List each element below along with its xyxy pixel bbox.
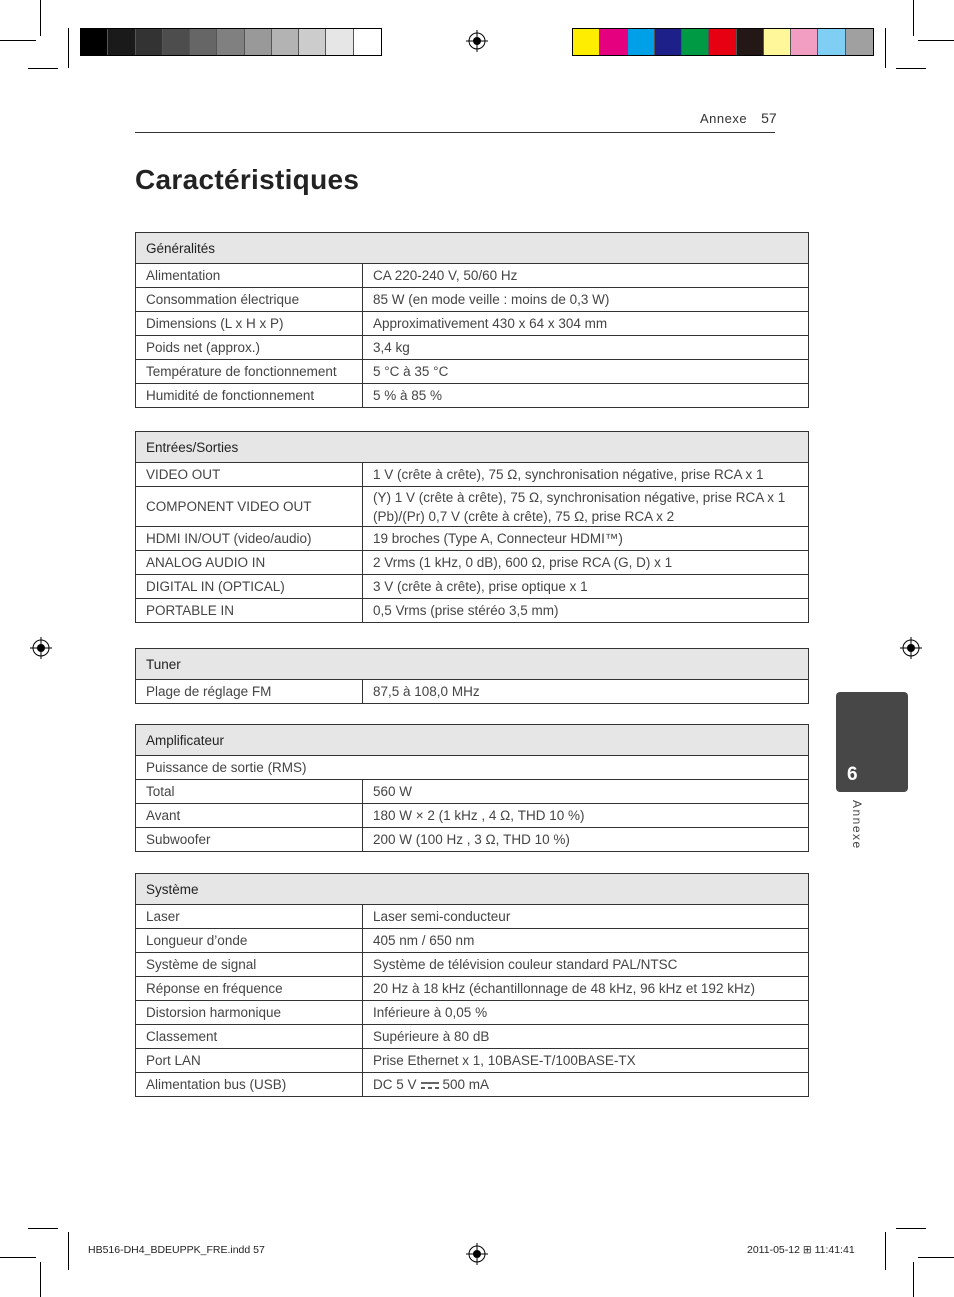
spec-value-voltage: DC 5 V (373, 1077, 417, 1092)
page-title: Caractéristiques (135, 164, 360, 195)
table-heading: Entrées/Sorties (136, 432, 809, 463)
crop-mark (913, 1262, 914, 1297)
header-rule (135, 132, 775, 133)
table-row (136, 1073, 809, 1097)
cmyk-color-bar (572, 28, 874, 56)
crop-mark (918, 1257, 954, 1258)
crop-mark (28, 1228, 58, 1229)
spec-value: 405 nm / 650 nm (363, 929, 809, 953)
table-row (136, 312, 809, 336)
spec-table-generalites (135, 232, 809, 408)
dc-current-icon (420, 1081, 440, 1090)
table-row (136, 288, 809, 312)
table-row (136, 1001, 809, 1025)
spec-value: 5 % à 85 % (363, 384, 809, 408)
spec-value: 0,5 Vrms (prise stéréo 3,5 mm) (363, 599, 809, 623)
spec-value: 560 W (363, 780, 809, 804)
table-row (136, 929, 809, 953)
spec-label: Classement (136, 1025, 363, 1049)
spec-value-line: (Pb)/(Pr) 0,7 V (crête à crête), 75 Ω, prise RCA x 2 (373, 508, 675, 524)
color-swatch (655, 29, 682, 55)
color-swatch (272, 29, 299, 55)
spec-label: PORTABLE IN (136, 599, 363, 623)
page-number: 57 (761, 110, 777, 126)
spec-label: Réponse en fréquence (136, 977, 363, 1001)
table-row (136, 384, 809, 408)
spec-value: Inférieure à 0,05 % (363, 1001, 809, 1025)
crop-mark (0, 40, 36, 41)
color-swatch (163, 29, 190, 55)
table-row (136, 575, 809, 599)
spec-value: CA 220-240 V, 50/60 Hz (363, 264, 809, 288)
running-head (700, 110, 777, 126)
spec-label: Température de fonctionnement (136, 360, 363, 384)
color-swatch (81, 29, 108, 55)
spec-label: DIGITAL IN (OPTICAL) (136, 575, 363, 599)
chapter-number: 6 (847, 764, 858, 785)
spec-value: Système de télévision couleur standard PAL/NTSC (363, 953, 809, 977)
color-swatch (846, 29, 873, 55)
spec-value: 5 °C à 35 °C (363, 360, 809, 384)
color-swatch (108, 29, 135, 55)
color-swatch (573, 29, 600, 55)
spec-value: 87,5 à 108,0 MHz (363, 680, 809, 704)
spec-label: Poids net (approx.) (136, 336, 363, 360)
table-row (136, 336, 809, 360)
table-row (136, 527, 809, 551)
registration-mark-icon (466, 1243, 488, 1265)
spec-label: ANALOG AUDIO IN (136, 551, 363, 575)
crop-mark (885, 1232, 886, 1270)
color-swatch (737, 29, 764, 55)
crop-mark (68, 28, 69, 68)
table-row (136, 599, 809, 623)
color-swatch (709, 29, 736, 55)
color-swatch (354, 29, 381, 55)
spec-table-systeme (135, 873, 809, 1097)
spec-value: 20 Hz à 18 kHz (échantillonnage de 48 kHz, 96 kHz et 192 kHz) (363, 977, 809, 1001)
color-swatch (245, 29, 272, 55)
table-row (136, 828, 809, 852)
spec-value: 180 W × 2 (1 kHz , 4 Ω, THD 10 %) (363, 804, 809, 828)
color-swatch (326, 29, 353, 55)
spec-value (363, 1073, 809, 1097)
table-row (136, 264, 809, 288)
spec-label: Alimentation bus (USB) (136, 1073, 363, 1097)
spec-label: COMPONENT VIDEO OUT (136, 487, 363, 527)
spec-label: Subwoofer (136, 828, 363, 852)
spec-value: Supérieure à 80 dB (363, 1025, 809, 1049)
crop-mark (885, 28, 886, 68)
crop-mark (913, 0, 914, 36)
spec-label: VIDEO OUT (136, 463, 363, 487)
spec-value-line: (Y) 1 V (crête à crête), 75 Ω, synchronisation négative, prise RCA x 1 (373, 489, 786, 505)
spec-value: 3 V (crête à crête), prise optique x 1 (363, 575, 809, 599)
color-swatch (600, 29, 627, 55)
spec-value: Laser semi-conducteur (363, 905, 809, 929)
spec-value-current: 500 mA (442, 1077, 490, 1092)
spec-value: 1 V (crête à crête), 75 Ω, synchronisation négative, prise RCA x 1 (363, 463, 809, 487)
spec-label: HDMI IN/OUT (video/audio) (136, 527, 363, 551)
footer-file-name: HB516-DH4_BDEUPPK_FRE.indd 57 (88, 1244, 265, 1256)
spec-label: Dimensions (L x H x P) (136, 312, 363, 336)
crop-mark (28, 68, 58, 69)
color-swatch (628, 29, 655, 55)
table-row (136, 680, 809, 704)
color-swatch (299, 29, 326, 55)
spec-value: 85 W (en mode veille : moins de 0,3 W) (363, 288, 809, 312)
table-row (136, 977, 809, 1001)
table-row (136, 756, 809, 780)
color-swatch (682, 29, 709, 55)
spec-label: Longueur d’onde (136, 929, 363, 953)
color-swatch (190, 29, 217, 55)
spec-label: Distorsion harmonique (136, 1001, 363, 1025)
table-heading: Amplificateur (136, 725, 809, 756)
spec-label: Plage de réglage FM (136, 680, 363, 704)
spec-value: 3,4 kg (363, 336, 809, 360)
crop-mark (918, 40, 954, 41)
spec-label: Humidité de fonctionnement (136, 384, 363, 408)
spec-label: Système de signal (136, 953, 363, 977)
chapter-label: Annexe (850, 800, 864, 850)
color-swatch (791, 29, 818, 55)
table-heading: Tuner (136, 649, 809, 680)
grayscale-color-bar (80, 28, 382, 56)
table-row (136, 1025, 809, 1049)
spec-label: Avant (136, 804, 363, 828)
crop-mark (896, 68, 926, 69)
color-swatch (217, 29, 244, 55)
registration-mark-icon (900, 637, 922, 659)
spec-label: Laser (136, 905, 363, 929)
table-row (136, 780, 809, 804)
table-row (136, 551, 809, 575)
spec-subheading: Puissance de sortie (RMS) (136, 756, 809, 780)
table-row (136, 804, 809, 828)
spec-label: Alimentation (136, 264, 363, 288)
color-swatch (818, 29, 845, 55)
spec-label: Total (136, 780, 363, 804)
spec-table-tuner (135, 648, 809, 704)
table-heading: Généralités (136, 233, 809, 264)
crop-mark (896, 1228, 926, 1229)
spec-label: Port LAN (136, 1049, 363, 1073)
spec-value: 19 broches (Type A, Connecteur HDMI™) (363, 527, 809, 551)
table-row (136, 1049, 809, 1073)
table-row (136, 487, 809, 527)
registration-mark-icon (466, 30, 488, 52)
table-row (136, 463, 809, 487)
spec-value: 2 Vrms (1 kHz, 0 dB), 600 Ω, prise RCA (G, D) x 1 (363, 551, 809, 575)
spec-value: Prise Ethernet x 1, 10BASE-T/100BASE-TX (363, 1049, 809, 1073)
spec-value: Approximativement 430 x 64 x 304 mm (363, 312, 809, 336)
table-row (136, 360, 809, 384)
registration-mark-icon (30, 637, 52, 659)
footer-timestamp: 2011-05-12 ⊞ 11:41:41 (747, 1244, 855, 1256)
table-row (136, 953, 809, 977)
crop-mark (68, 1232, 69, 1270)
spec-label: Consommation électrique (136, 288, 363, 312)
spec-table-entrees-sorties (135, 431, 809, 623)
crop-mark (0, 1257, 36, 1258)
spec-value (363, 487, 809, 527)
spec-table-amplificateur (135, 724, 809, 852)
crop-mark (40, 1262, 41, 1297)
table-heading: Système (136, 874, 809, 905)
color-swatch (136, 29, 163, 55)
crop-mark (40, 0, 41, 36)
running-head-section: Annexe (700, 111, 748, 126)
table-row (136, 905, 809, 929)
spec-value: 200 W (100 Hz , 3 Ω, THD 10 %) (363, 828, 809, 852)
color-swatch (764, 29, 791, 55)
